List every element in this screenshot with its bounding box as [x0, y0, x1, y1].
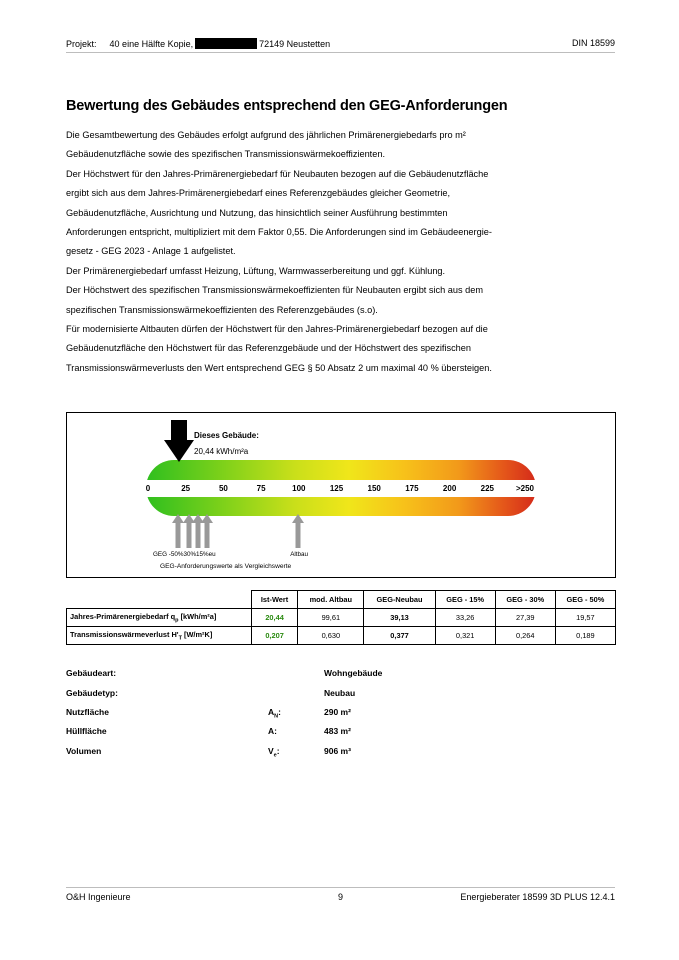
info-symbol: $A_N$:	[268, 707, 281, 720]
table-cell: 19,57	[555, 609, 615, 627]
scale-tick-label: 200	[442, 484, 457, 493]
table-cell: 0,377	[364, 627, 435, 645]
scale-caption: GEG-Anforderungswerte als Vergleichswerte	[160, 563, 292, 570]
project-address-part: 40 eine Hälfte Kopie,	[109, 39, 194, 49]
column-header: GEG - 50%	[555, 591, 615, 609]
paragraph-line: Anforderungen entspricht, multipliziert mit dem Faktor 0,55. Die Anforderungen sind im Gebäudeenergie-	[66, 227, 492, 237]
info-value: 906 m³	[324, 746, 351, 756]
scale-tick-label: 50	[218, 484, 228, 493]
project-city: 72149 Neustetten	[259, 39, 331, 49]
scale-tick-label: 75	[256, 484, 266, 493]
table-row	[67, 609, 616, 627]
paragraph-line: gesetz - GEG 2023 - Anlage 1 aufgelistet.	[66, 246, 236, 256]
page-header	[66, 38, 615, 53]
info-label: Hüllfläche	[66, 726, 107, 736]
info-value: Wohngebäude	[324, 668, 383, 678]
paragraph-line: Transmissionswärmeverlusts den Wert entsprechend GEG § 50 Absatz 2 um maximal 40 % übersteigen.	[66, 363, 492, 373]
paragraph-line: ergibt sich aus dem Jahres-Primärenergiebedarf eines Referenzgebäudes gleicher Geometrie,	[66, 188, 451, 198]
paragraph-line: Gebäudenutzfläche den Höchstwert für das Referenzgebäude und der Höchstwert des spezifischen	[66, 343, 472, 353]
requirement-arrow-icon	[172, 514, 184, 548]
paragraph-line: Gebäudenutzfläche, Ausrichtung und Nutzung, das hinsichtlich seiner Ausführung bestimmten	[66, 208, 448, 218]
altbau-arrow-icon	[292, 514, 304, 548]
table-cell: 99,61	[298, 609, 364, 627]
table-cell: 39,13	[364, 609, 435, 627]
info-label: Gebäudetyp:	[66, 688, 118, 698]
table-cell: 33,26	[435, 609, 495, 627]
paragraph-line: Die Gesamtbewertung des Gebäudes erfolgt aufgrund des jährlichen Primärenergiebedarfs pro m²	[66, 130, 466, 140]
table-cell: 0,189	[555, 627, 615, 645]
info-value: 483 m²	[324, 726, 351, 736]
table-cell: 0,321	[435, 627, 495, 645]
row-label-transmission-loss: Transmissionswärmeverlust $H'_T$ [W/m²K]	[67, 627, 252, 645]
page-number: 9	[338, 892, 344, 902]
standard-label: DIN 18599	[571, 38, 615, 48]
scale-tick-label: 100	[292, 484, 306, 493]
project-line	[66, 38, 330, 49]
column-header: mod. Altbau	[298, 591, 364, 609]
project-label: Projekt:	[66, 39, 97, 49]
column-header: GEG - 30%	[495, 591, 555, 609]
table-cell: 0,207	[252, 627, 298, 645]
paragraph-line: Der Höchstwert des spezifischen Transmissionswärmekoeffizienten für Neubauten ergibt sich aus dem	[66, 285, 484, 295]
scale-tick-label: 150	[367, 484, 381, 493]
info-value: Neubau	[324, 688, 356, 698]
column-header: GEG-Neubau	[364, 591, 435, 609]
paragraph-line: spezifischen Transmissionswärmekoeffizienten des Referenzgebäudes (s.o).	[66, 305, 378, 315]
redaction-block	[195, 38, 257, 49]
this-building-arrow-icon	[164, 420, 194, 462]
table-cell: 27,39	[495, 609, 555, 627]
column-header: Ist-Wert	[252, 591, 298, 609]
scale-tick-label: 0	[145, 484, 151, 493]
table-cell: 0,630	[298, 627, 364, 645]
paragraph-line: Gebäudenutzfläche sowie des spezifischen Transmissionswärmekoeffizienten.	[66, 149, 386, 159]
footer-software: Energieberater 18599 3D PLUS 12.4.1	[460, 892, 615, 902]
this-building-value: 20,44 kWh/m²a	[194, 447, 249, 456]
info-symbol: A:	[268, 726, 277, 736]
table-header-row	[67, 591, 616, 609]
row-label-primary-energy: Jahres-Primärenergiebedarf $q_p$ [kWh/m²a]	[67, 609, 252, 627]
scale-tick-label: 125	[329, 484, 344, 493]
column-header: GEG - 15%	[435, 591, 495, 609]
scale-tick-label: >250	[515, 484, 535, 493]
requirement-arrows-label: GEG -50%30%15%eu	[153, 551, 216, 558]
scale-tick-label: 225	[480, 484, 494, 493]
requirement-arrow-icon	[201, 514, 213, 548]
info-value: 290 m²	[324, 707, 351, 717]
page-footer	[66, 887, 615, 902]
info-symbol: $V_e$:	[268, 746, 280, 759]
paragraph-line: Der Höchstwert für den Jahres-Primärenergiebedarf für Neubauten bezogen auf die Gebäudenutzfläche	[66, 169, 489, 179]
table-cell: 20,44	[252, 609, 298, 627]
scale-tick-label: 25	[181, 484, 191, 493]
table-cell: 0,264	[495, 627, 555, 645]
scale-tick-label: 175	[405, 484, 419, 493]
info-label: Nutzfläche	[66, 707, 109, 717]
paragraph-line: Für modernisierte Altbauten dürfen der Höchstwert für den Jahres-Primärenergiebedarf bezogen auf die	[66, 324, 488, 334]
page-title: Bewertung des Gebäudes entsprechend den GEG-Anforderungen	[66, 98, 508, 114]
info-label: Volumen	[66, 746, 102, 756]
requirements-table	[66, 590, 616, 645]
table-row	[67, 627, 616, 645]
footer-company: O&H Ingenieure	[66, 892, 131, 902]
altbau-arrow-label: Altbau	[290, 551, 309, 558]
paragraph-line: Der Primärenergiebedarf umfasst Heizung, Lüftung, Warmwasserbereitung und ggf. Kühlung.	[66, 266, 446, 276]
info-label: Gebäudeart:	[66, 668, 117, 678]
this-building-label: Dieses Gebäude:	[194, 431, 259, 440]
